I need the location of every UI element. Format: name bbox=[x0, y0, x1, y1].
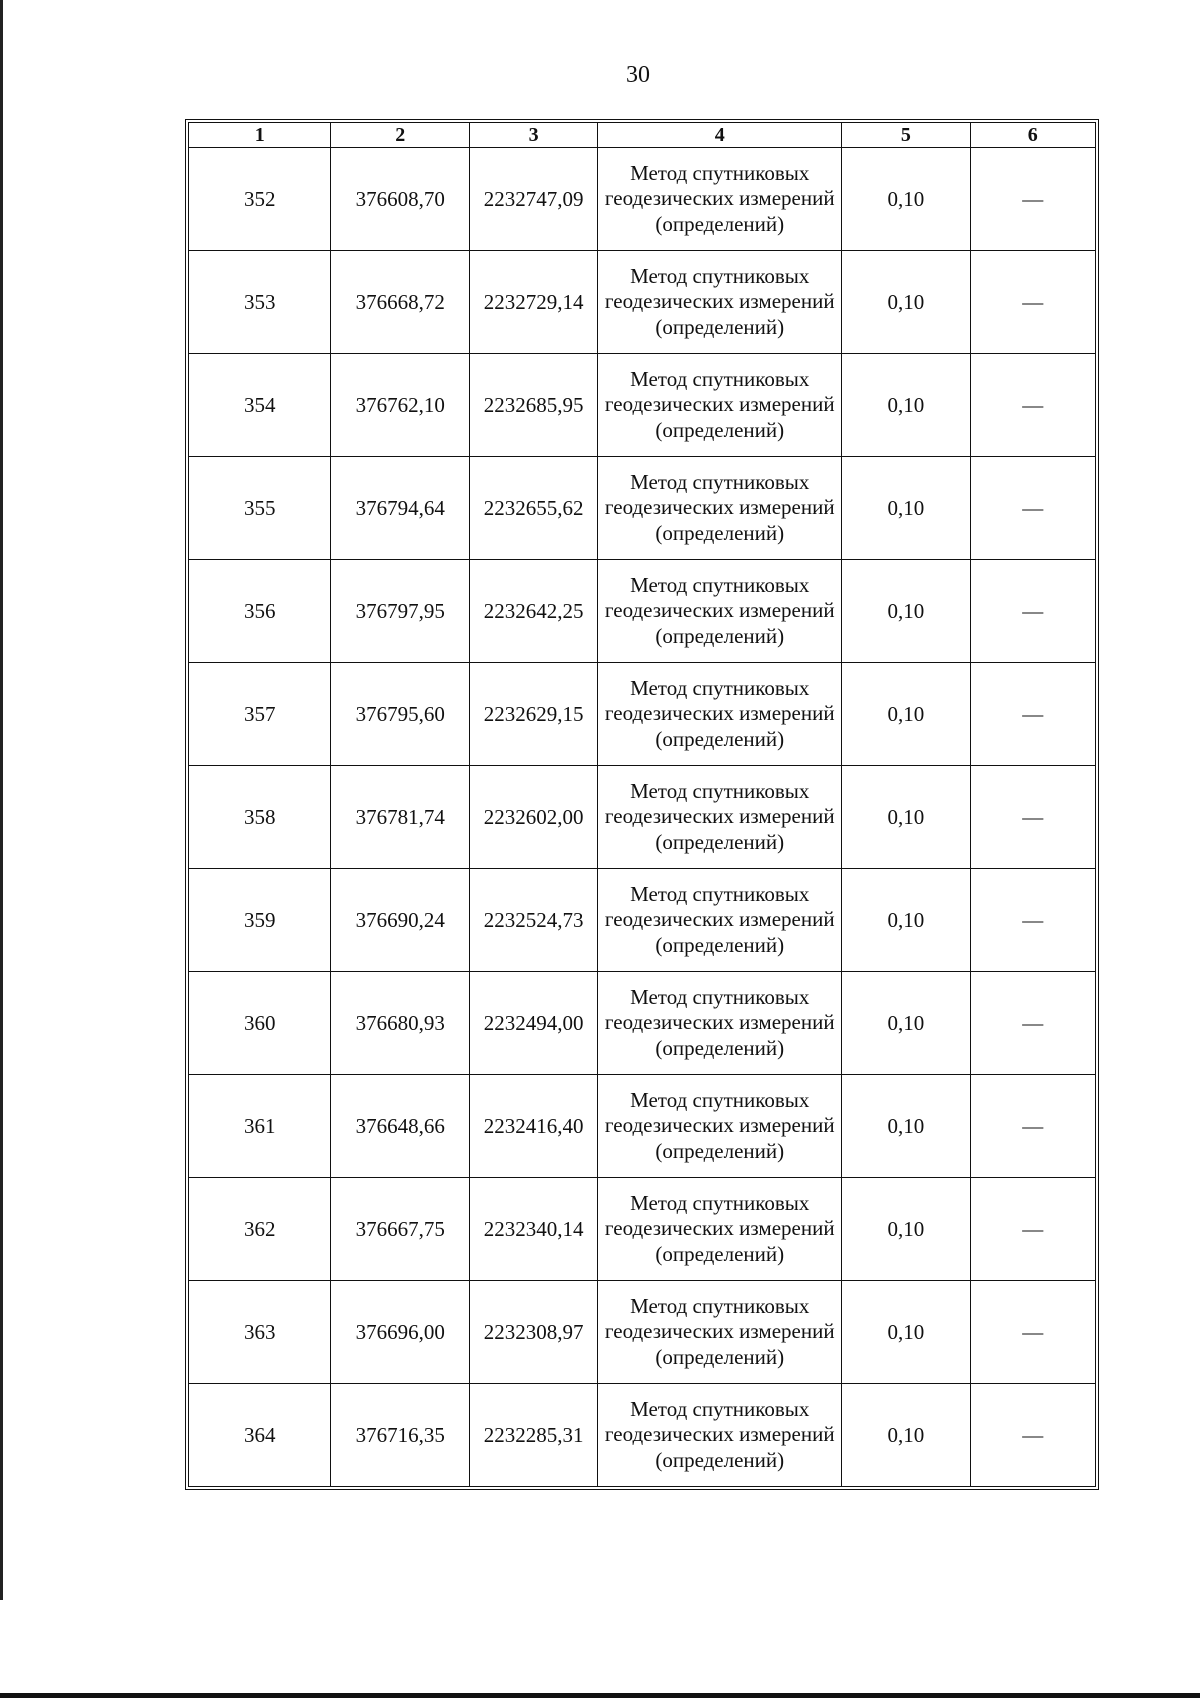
header-col-5: 5 bbox=[842, 123, 970, 148]
accuracy-cell: 0,10 bbox=[842, 869, 970, 972]
method-cell: Метод спутниковых геодезических измерений (определений) bbox=[598, 251, 842, 354]
accuracy-cell: 0,10 bbox=[842, 354, 970, 457]
note-cell: — bbox=[970, 560, 1095, 663]
coordinate-y-cell: 2232285,31 bbox=[469, 1384, 597, 1487]
scan-edge-bottom bbox=[0, 1693, 1200, 1698]
accuracy-cell: 0,10 bbox=[842, 766, 970, 869]
note-cell: — bbox=[970, 1281, 1095, 1384]
coordinate-y-cell: 2232416,40 bbox=[469, 1075, 597, 1178]
coordinate-y-cell: 2232308,97 bbox=[469, 1281, 597, 1384]
table-row bbox=[189, 766, 1096, 869]
table-row bbox=[189, 560, 1096, 663]
point-number-cell: 352 bbox=[189, 148, 331, 251]
table-row bbox=[189, 972, 1096, 1075]
table-row bbox=[189, 1075, 1096, 1178]
header-col-6: 6 bbox=[970, 123, 1095, 148]
note-cell: — bbox=[970, 1075, 1095, 1178]
table-row bbox=[189, 1384, 1096, 1487]
method-cell: Метод спутниковых геодезических измерений (определений) bbox=[598, 972, 842, 1075]
accuracy-cell: 0,10 bbox=[842, 560, 970, 663]
accuracy-cell: 0,10 bbox=[842, 251, 970, 354]
accuracy-cell: 0,10 bbox=[842, 457, 970, 560]
coordinate-x-cell: 376648,66 bbox=[331, 1075, 469, 1178]
coordinate-y-cell: 2232685,95 bbox=[469, 354, 597, 457]
scan-edge-left bbox=[0, 0, 3, 1600]
point-number-cell: 357 bbox=[189, 663, 331, 766]
accuracy-cell: 0,10 bbox=[842, 1384, 970, 1487]
accuracy-cell: 0,10 bbox=[842, 663, 970, 766]
method-cell: Метод спутниковых геодезических измерений (определений) bbox=[598, 354, 842, 457]
method-cell: Метод спутниковых геодезических измерений (определений) bbox=[598, 869, 842, 972]
table-row bbox=[189, 251, 1096, 354]
point-number-cell: 359 bbox=[189, 869, 331, 972]
coordinate-y-cell: 2232602,00 bbox=[469, 766, 597, 869]
coordinate-x-cell: 376608,70 bbox=[331, 148, 469, 251]
accuracy-cell: 0,10 bbox=[842, 1281, 970, 1384]
table-row bbox=[189, 869, 1096, 972]
point-number-cell: 355 bbox=[189, 457, 331, 560]
point-number-cell: 362 bbox=[189, 1178, 331, 1281]
coordinate-y-cell: 2232524,73 bbox=[469, 869, 597, 972]
point-number-cell: 356 bbox=[189, 560, 331, 663]
coordinates-table-frame bbox=[185, 119, 1099, 1490]
note-cell: — bbox=[970, 251, 1095, 354]
coordinates-table bbox=[188, 122, 1096, 1487]
coordinate-x-cell: 376716,35 bbox=[331, 1384, 469, 1487]
method-cell: Метод спутниковых геодезических измерений (определений) bbox=[598, 663, 842, 766]
method-cell: Метод спутниковых геодезических измерений (определений) bbox=[598, 1178, 842, 1281]
table-row bbox=[189, 1281, 1096, 1384]
accuracy-cell: 0,10 bbox=[842, 1178, 970, 1281]
note-cell: — bbox=[970, 869, 1095, 972]
page-number: 30 bbox=[626, 62, 650, 88]
header-col-1: 1 bbox=[189, 123, 331, 148]
method-cell: Метод спутниковых геодезических измерений (определений) bbox=[598, 560, 842, 663]
point-number-cell: 361 bbox=[189, 1075, 331, 1178]
accuracy-cell: 0,10 bbox=[842, 1075, 970, 1178]
coordinate-y-cell: 2232729,14 bbox=[469, 251, 597, 354]
coordinate-x-cell: 376690,24 bbox=[331, 869, 469, 972]
table-row bbox=[189, 1178, 1096, 1281]
coordinate-x-cell: 376696,00 bbox=[331, 1281, 469, 1384]
point-number-cell: 364 bbox=[189, 1384, 331, 1487]
method-cell: Метод спутниковых геодезических измерений (определений) bbox=[598, 457, 842, 560]
coordinate-x-cell: 376667,75 bbox=[331, 1178, 469, 1281]
coordinate-x-cell: 376797,95 bbox=[331, 560, 469, 663]
point-number-cell: 354 bbox=[189, 354, 331, 457]
method-cell: Метод спутниковых геодезических измерений (определений) bbox=[598, 1075, 842, 1178]
method-cell: Метод спутниковых геодезических измерений (определений) bbox=[598, 1281, 842, 1384]
method-cell: Метод спутниковых геодезических измерений (определений) bbox=[598, 1384, 842, 1487]
note-cell: — bbox=[970, 354, 1095, 457]
note-cell: — bbox=[970, 148, 1095, 251]
note-cell: — bbox=[970, 972, 1095, 1075]
point-number-cell: 353 bbox=[189, 251, 331, 354]
table-row bbox=[189, 354, 1096, 457]
coordinate-x-cell: 376781,74 bbox=[331, 766, 469, 869]
accuracy-cell: 0,10 bbox=[842, 148, 970, 251]
note-cell: — bbox=[970, 457, 1095, 560]
method-cell: Метод спутниковых геодезических измерений (определений) bbox=[598, 148, 842, 251]
note-cell: — bbox=[970, 1384, 1095, 1487]
accuracy-cell: 0,10 bbox=[842, 972, 970, 1075]
table-row bbox=[189, 663, 1096, 766]
coordinate-y-cell: 2232642,25 bbox=[469, 560, 597, 663]
coordinate-y-cell: 2232494,00 bbox=[469, 972, 597, 1075]
coordinate-y-cell: 2232629,15 bbox=[469, 663, 597, 766]
note-cell: — bbox=[970, 1178, 1095, 1281]
coordinate-y-cell: 2232340,14 bbox=[469, 1178, 597, 1281]
header-col-4: 4 bbox=[598, 123, 842, 148]
table-row bbox=[189, 148, 1096, 251]
method-cell: Метод спутниковых геодезических измерений (определений) bbox=[598, 766, 842, 869]
note-cell: — bbox=[970, 766, 1095, 869]
point-number-cell: 360 bbox=[189, 972, 331, 1075]
point-number-cell: 358 bbox=[189, 766, 331, 869]
header-col-2: 2 bbox=[331, 123, 469, 148]
header-col-3: 3 bbox=[469, 123, 597, 148]
header-row bbox=[189, 123, 1096, 148]
coordinate-x-cell: 376794,64 bbox=[331, 457, 469, 560]
point-number-cell: 363 bbox=[189, 1281, 331, 1384]
note-cell: — bbox=[970, 663, 1095, 766]
table-row bbox=[189, 457, 1096, 560]
coordinate-x-cell: 376668,72 bbox=[331, 251, 469, 354]
coordinate-x-cell: 376795,60 bbox=[331, 663, 469, 766]
coordinate-y-cell: 2232655,62 bbox=[469, 457, 597, 560]
coordinate-x-cell: 376680,93 bbox=[331, 972, 469, 1075]
coordinate-y-cell: 2232747,09 bbox=[469, 148, 597, 251]
table-body bbox=[189, 148, 1096, 1487]
coordinate-x-cell: 376762,10 bbox=[331, 354, 469, 457]
